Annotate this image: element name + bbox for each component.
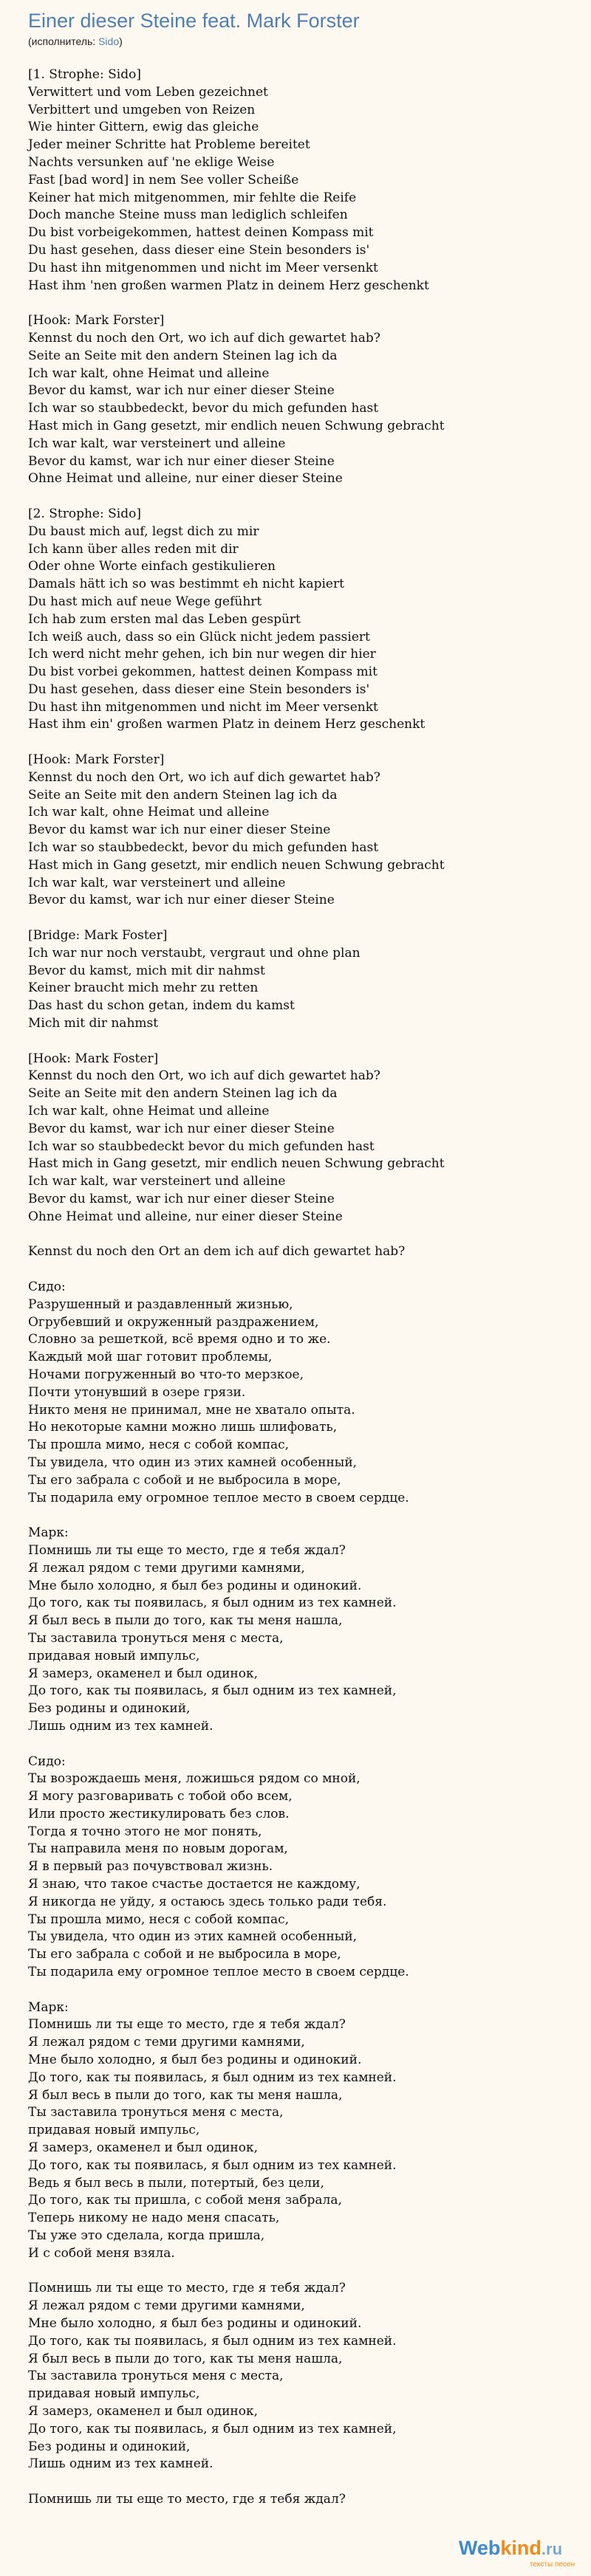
lyric-line: Du hast ihn mitgenommen und nicht im Meer versenkt	[28, 699, 378, 715]
lyric-line: Разрушенный и раздавленный жизнью,	[28, 1296, 293, 1312]
lyric-line: [2. Strophe: Sido]	[28, 506, 141, 521]
lyric-line: Ты заставила тронуться меня с места,	[28, 2369, 284, 2384]
lyric-line: Огрубевший и окруженный раздражением,	[28, 1314, 319, 1330]
lyric-line: [Bridge: Mark Foster]	[28, 928, 168, 944]
lyric-line: Bevor du kamst, war ich nur einer dieser Steine	[28, 453, 335, 469]
lyric-line	[28, 2473, 575, 2491]
lyric-line: Nachts versunken auf 'ne eklige Weise	[28, 154, 275, 170]
lyric-line: Ich war kalt, ohne Heimat und alleine	[28, 1104, 270, 1119]
lyric-line: Помнишь ли ты еще то место, где я тебя ждал?	[28, 1542, 346, 1558]
lyric-line: Но некоторые камни можно лишь шлифовать,	[28, 1420, 338, 1435]
lyric-line: Du baust mich auf, legst dich zu mir	[28, 523, 259, 539]
lyric-line: До того, как ты пришла, с собой меня забрала,	[28, 2193, 342, 2208]
lyric-line: Каждый мой шаг готовит проблемы,	[28, 1350, 273, 1365]
lyric-line: Мне было холодно, я был без родины и одинокий.	[28, 2053, 362, 2068]
lyric-line: Ich war kalt, war versteinert und alleine	[28, 436, 286, 451]
lyric-line: До того, как ты появилась, я был одним из тех камней,	[28, 2421, 397, 2436]
lyric-line: Помнишь ли ты еще то место, где я тебя ждал?	[28, 2281, 346, 2296]
lyrics-text	[28, 66, 575, 2509]
lyric-line: [1. Strophe: Sido]	[28, 67, 141, 82]
lyric-line: До того, как ты появилась, я был одним из тех камней.	[28, 2157, 397, 2173]
lyric-line: Ich kann über alles reden mit dir	[28, 541, 239, 557]
lyric-line: Сидо:	[28, 1279, 66, 1294]
lyric-line: [Hook: Mark Forster]	[28, 752, 165, 768]
lyric-line: Я лежал рядом с теми другими камнями,	[28, 2298, 305, 2314]
lyric-line: Ты заставила тронуться меня с места,	[28, 1630, 284, 1646]
lyric-line	[28, 488, 575, 506]
logo-wordmark	[459, 2537, 575, 2560]
lyric-line	[28, 1033, 575, 1051]
lyric-line	[28, 1261, 575, 1279]
lyric-line: Ты его забрала с собой и не выбросила в море,	[28, 1947, 341, 1962]
logo-part-web: Web	[458, 2537, 501, 2559]
lyric-line: Keiner braucht mich mehr zu retten	[28, 980, 259, 996]
lyric-line: Почти утонувший в озере грязи.	[28, 1384, 246, 1400]
lyric-line: Ich war kalt, war versteinert und alleine	[28, 1174, 286, 1189]
lyric-line	[28, 2263, 575, 2281]
lyric-line: Словно за решеткой, всё время одно и то же.	[28, 1332, 331, 1347]
lyric-line: Ich war kalt, ohne Heimat und alleine	[28, 365, 270, 381]
lyric-line: Oder ohne Worte einfach gestikulieren	[28, 559, 276, 574]
lyric-line: Verwittert und vom Leben gezeichnet	[28, 84, 268, 100]
lyric-line: Я никогда не уйду, я остаюсь здесь только ради тебя.	[28, 1894, 387, 1909]
lyric-line: Без родины и одинокий,	[28, 1701, 191, 1717]
lyric-line: До того, как ты появилась, я был одним из тех камней.	[28, 2070, 397, 2085]
lyric-line: Помнишь ли ты еще то место, где я тебя ждал?	[28, 2017, 346, 2033]
lyric-line: Ich war kalt, ohne Heimat und alleine	[28, 805, 270, 820]
lyric-line	[28, 734, 575, 752]
lyric-line: Seite an Seite mit den andern Steinen lag ich da	[28, 348, 338, 363]
lyric-line: Damals hätt ich so was bestimmt eh nicht kapiert	[28, 577, 344, 592]
lyric-line: Mich mit dir nahmst	[28, 1016, 159, 1031]
logo-tagline: тексты песен	[529, 2560, 575, 2569]
lyric-line: придавая новый импульс,	[28, 2123, 200, 2138]
lyric-line: Jeder meiner Schritte hat Probleme bereitet	[28, 137, 310, 153]
lyric-line: Ich war nur noch verstaubt, vergraut und ohne plan	[28, 945, 361, 961]
lyric-line: Ведь я был весь в пыли, потертый, без цели,	[28, 2175, 324, 2191]
artist-line	[28, 35, 573, 48]
lyric-line: Hast mich in Gang gesetzt, mir endlich neuen Schwung gebracht	[28, 1156, 445, 1172]
lyric-line: Verbittert und umgeben von Reizen	[28, 102, 256, 117]
lyric-line: Я лежал рядом с теми другими камнями,	[28, 1560, 305, 1576]
lyric-line	[28, 1226, 575, 1244]
lyric-line: Ты направила меня по новым дорогам,	[28, 1841, 288, 1857]
lyric-line: Ich war so staubbedeckt, bevor du mich gefunden hast	[28, 401, 379, 416]
lyric-line: Keiner hat mich mitgenommen, mir fehlte die Reife	[28, 190, 357, 205]
lyric-line: Ты прошла мимо, неся с собой компас,	[28, 1912, 290, 1927]
lyric-line: Bevor du kamst, war ich nur einer dieser Steine	[28, 383, 335, 399]
lyric-line: Ты возрождаешь меня, ложишься рядом со мной,	[28, 1771, 361, 1787]
lyric-line: Kennst du noch den Ort an dem ich auf dich gewartet hab?	[28, 1244, 406, 1260]
lyric-line	[28, 910, 575, 927]
lyric-line: Ты увидела, что один из этих камней особенный,	[28, 1929, 358, 1945]
logo-part-kind: kind	[500, 2537, 542, 2559]
lyric-line: Wie hinter Gittern, ewig das gleiche	[28, 120, 259, 135]
lyric-line: Теперь никому не надо меня спасать,	[28, 2211, 280, 2226]
lyric-line: До того, как ты появилась, я был одним из тех камней,	[28, 1683, 397, 1699]
webkind-logo[interactable]	[459, 2537, 575, 2569]
lyric-line: Ich war kalt, war versteinert und alleine	[28, 875, 286, 890]
lyric-line: Ты подарила ему огромное теплое место в своем сердце.	[28, 1490, 409, 1505]
artist-prefix: (исполнитель:	[28, 35, 99, 47]
song-title: Einer dieser Steine feat. Mark Forster	[28, 10, 360, 32]
lyric-line: До того, как ты появилась, я был одним из тех камней.	[28, 1596, 397, 1611]
lyric-line: Hast ihm ein' großen warmen Platz in deinem Herz geschenkt	[28, 717, 426, 732]
lyric-line: Kennst du noch den Ort, wo ich auf dich gewartet hab?	[28, 1068, 380, 1084]
lyric-line: Du bist vorbei gekommen, hattest deinen Kompass mit	[28, 664, 378, 680]
lyric-line: Fast [bad word] in nem See voller Scheiße	[28, 172, 299, 188]
lyric-line: Bevor du kamst war ich nur einer dieser Steine	[28, 822, 331, 838]
lyric-line: Или просто жестикулировать без слов.	[28, 1806, 290, 1821]
lyric-line: Du bist vorbeigekommen, hattest deinen Kompass mit	[28, 225, 374, 241]
lyric-line: Я замерз, окаменел и был одинок,	[28, 2140, 258, 2156]
lyric-line: Я знаю, что такое счастье достается не каждому,	[28, 1877, 361, 1892]
lyric-line: Я лежал рядом с теми другими камнями,	[28, 2035, 305, 2050]
lyric-line: Мне было холодно, я был без родины и одинокий.	[28, 2316, 362, 2331]
lyric-line: Bevor du kamst, war ich nur einer dieser Steine	[28, 893, 335, 908]
lyric-line: придавая новый импульс,	[28, 1648, 200, 1663]
lyric-line: Du hast ihn mitgenommen und nicht im Meer versenkt	[28, 260, 378, 275]
lyric-line: Ich weiß auch, dass so ein Glück nicht jedem passiert	[28, 629, 370, 645]
lyric-line: Ты подарила ему огромное теплое место в своем сердце.	[28, 1965, 409, 1980]
artist-link[interactable]: Sido	[98, 35, 120, 47]
lyric-line: До того, как ты появилась, я был одним из тех камней.	[28, 2333, 397, 2349]
lyric-line: И с собой меня взяла.	[28, 2245, 175, 2261]
lyric-line: Kennst du noch den Ort, wo ich auf dich gewartet hab?	[28, 330, 380, 346]
lyric-line	[28, 295, 575, 312]
logo-part-ru: .ru	[541, 2540, 563, 2558]
lyric-line: Bevor du kamst, war ich nur einer dieser Steine	[28, 1121, 335, 1136]
lyric-line: Du hast mich auf neue Wege geführt	[28, 594, 262, 609]
lyric-line: Лишь одним из тех камней.	[28, 2456, 213, 2472]
lyric-line: Hast ihm 'nen großen warmen Platz in deinem Herz geschenkt	[28, 278, 429, 293]
lyric-line: Ночами погруженный во что-то мерзкое,	[28, 1367, 304, 1382]
lyric-line: Das hast du schon getan, indem du kamst	[28, 998, 295, 1014]
lyric-line: Ohne Heimat und alleine, nur einer dieser Steine	[28, 471, 343, 487]
lyric-line: Bevor du kamst, mich mit dir nahmst	[28, 963, 265, 978]
lyric-line: Ich war so staubbedeckt bevor du mich gefunden hast	[28, 1138, 375, 1154]
lyric-line	[28, 1982, 575, 1999]
lyric-line	[28, 1507, 575, 1525]
lyric-line: Я замерз, окаменел и был одинок,	[28, 1666, 258, 1681]
lyric-line: Я замерз, окаменел и был одинок,	[28, 2403, 258, 2419]
lyric-line: Марк:	[28, 1999, 69, 2015]
lyric-line: Ich war so staubbedeckt, bevor du mich gefunden hast	[28, 840, 379, 856]
lyric-line: [Hook: Mark Forster]	[28, 313, 165, 329]
song-header	[0, 0, 591, 48]
lyric-line: Ты его забрала с собой и не выбросила в море,	[28, 1472, 341, 1488]
lyric-line: Seite an Seite mit den andern Steinen lag ich da	[28, 787, 338, 803]
lyric-line: Du hast gesehen, dass dieser eine Stein besonders is'	[28, 681, 370, 697]
lyric-line: [Hook: Mark Foster]	[28, 1051, 159, 1066]
lyric-line: Ich hab zum ersten mal das Leben gespürt	[28, 611, 301, 627]
lyric-line: Hast mich in Gang gesetzt, mir endlich neuen Schwung gebracht	[28, 418, 445, 433]
lyric-line: Ich werd nicht mehr gehen, ich bin nur wegen dir hier	[28, 647, 376, 662]
lyric-line: Ты уже это сделала, когда пришла,	[28, 2228, 265, 2244]
lyric-line: Лишь одним из тех камней.	[28, 1718, 213, 1734]
lyric-line: Hast mich in Gang gesetzt, mir endlich neuen Schwung gebracht	[28, 857, 445, 873]
lyric-line: Никто меня не принимал, мне не хватало опыта.	[28, 1402, 355, 1418]
lyric-line: Kennst du noch den Ort, wo ich auf dich gewartet hab?	[28, 769, 380, 785]
lyric-line	[28, 1736, 575, 1754]
lyric-line: Ты увидела, что один из этих камней особенный,	[28, 1454, 358, 1470]
lyric-line: Bevor du kamst, war ich nur einer dieser Steine	[28, 1192, 335, 1206]
lyric-line: Я могу разговаривать с тобой обо всем,	[28, 1789, 293, 1804]
lyric-line: Тогда я точно этого не мог понять,	[28, 1824, 262, 1839]
lyric-line: Seite an Seite mit den andern Steinen lag ich da	[28, 1086, 338, 1102]
lyric-line: Ты прошла мимо, неся с собой компас,	[28, 1438, 290, 1453]
artist-suffix: )	[119, 35, 123, 47]
lyric-line: придавая новый импульс,	[28, 2386, 200, 2402]
lyric-line: Doch manche Steine muss man lediglich schleifen	[28, 207, 348, 223]
lyric-line: Ты заставила тронуться меня с места,	[28, 2105, 284, 2120]
lyric-line: Ohne Heimat und alleine, nur einer dieser Steine	[28, 1209, 343, 1224]
lyric-line: Марк:	[28, 1525, 69, 1541]
lyric-line: Я в первый раз почувствовал жизнь.	[28, 1859, 273, 1875]
lyric-line: Помнишь ли ты еще то место, где я тебя ждал?	[28, 2491, 346, 2507]
lyric-line: Мне было холодно, я был без родины и одинокий.	[28, 1578, 362, 1593]
lyric-line: Я был весь в пыли до того, как ты меня нашла,	[28, 1613, 343, 1629]
lyric-line: Я был весь в пыли до того, как ты меня нашла,	[28, 2351, 343, 2366]
lyric-line: Сидо:	[28, 1754, 66, 1769]
lyric-line: Du hast gesehen, dass dieser eine Stein besonders is'	[28, 242, 370, 258]
lyric-line: Без родины и одинокий,	[28, 2439, 191, 2454]
lyric-line: Я был весь в пыли до того, как ты меня нашла,	[28, 2087, 343, 2103]
